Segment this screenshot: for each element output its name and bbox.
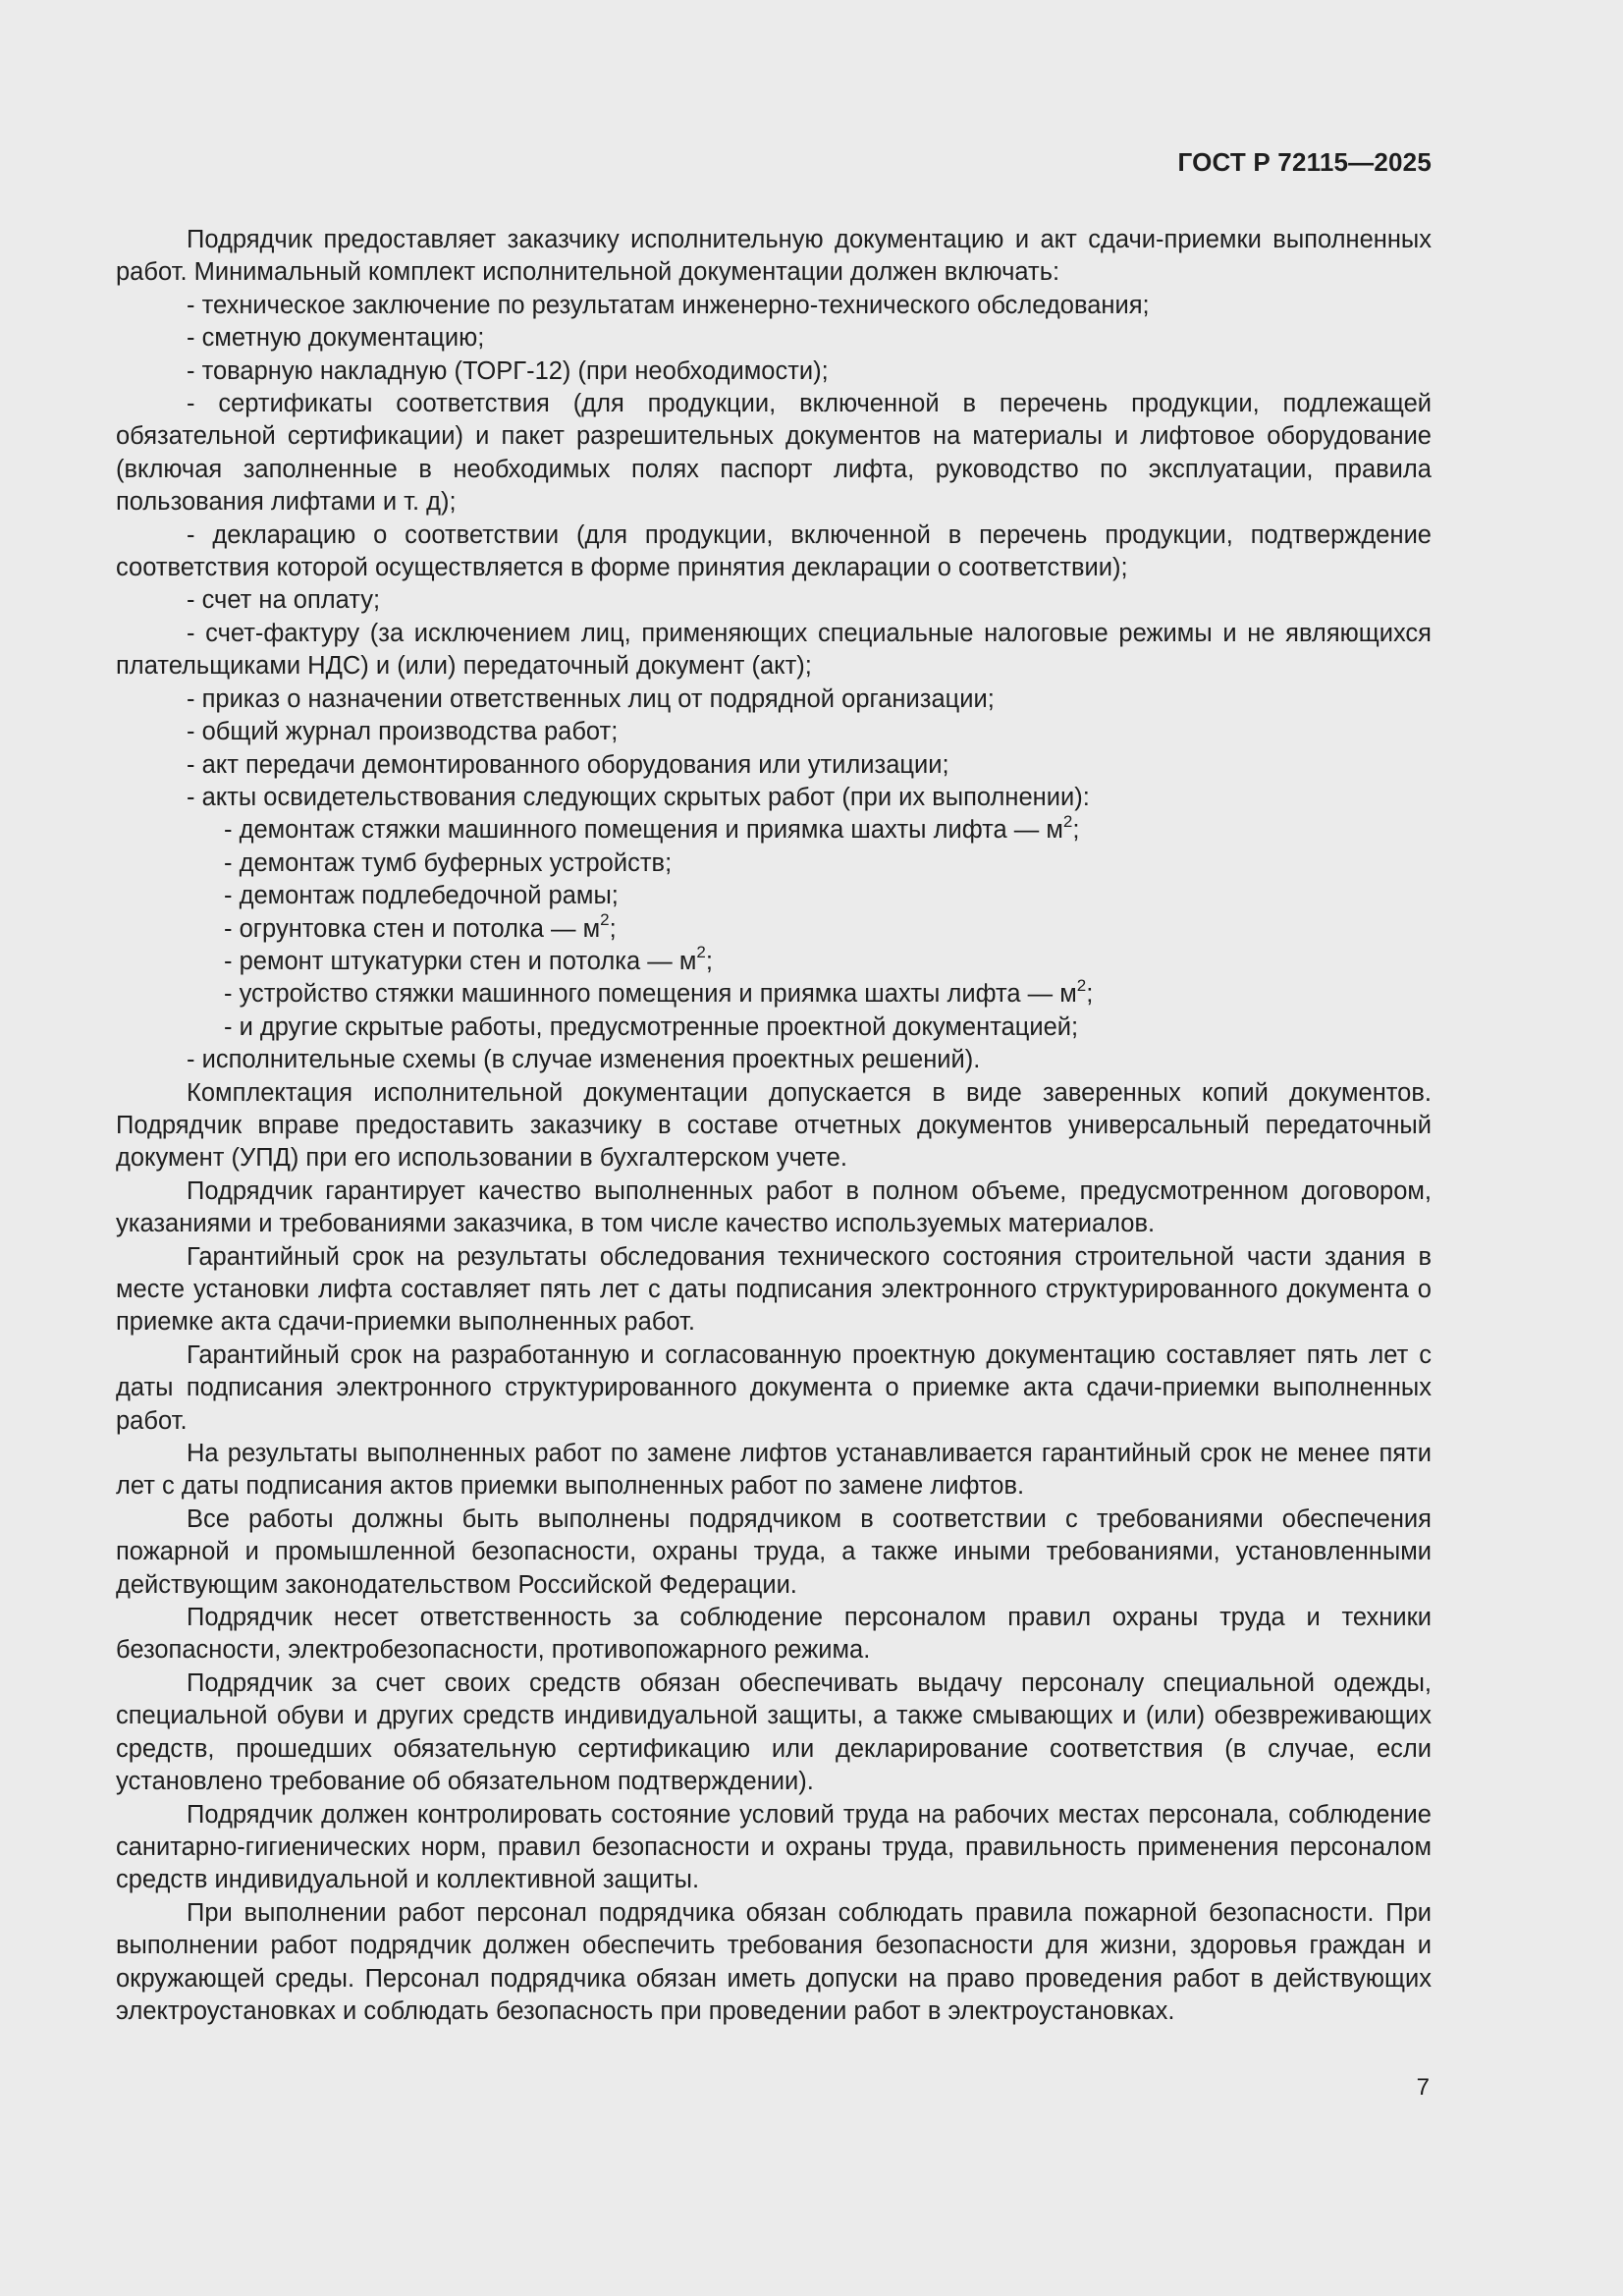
list-item: - приказ о назначении ответственных лиц от подрядной организации; [187, 684, 995, 713]
intro-paragraph: Подрядчик предоставляет заказчику исполнительную документацию и акт сдачи-приемки выполненных работ. Минимальный комплект исполнительной документации должен включать: [116, 226, 1432, 287]
list-item: - сметную документацию; [187, 324, 485, 353]
list-item: - сертификаты соответствия (для продукции, включенной в перечень продукции, подлежащей обязательной сертификации) и пакет разрешительных документов на материалы и лифтовое оборудование (включая заполненные в необходимых полях паспорт лифта, руководство по эксплуатации, правила пользования лифтами и т. д); [116, 390, 1432, 517]
body-paragraph: Подрядчик гарантирует качество выполненных работ в полном объеме, предусмотренном договором, указаниями и требованиями заказчика, в том числе качество используемых материалов. [116, 1176, 1432, 1238]
body-paragraph: Комплектация исполнительной документации допускается в виде заверенных копий документов. Подрядчик вправе предоставить заказчику в составе отчетных документов универсальный передаточный документ (УПД) при его использовании в бухгалтерском учете. [116, 1078, 1432, 1173]
list-item: - счет на оплату; [187, 586, 381, 615]
sublist-item-text: - огрунтовка стен и потолка — м [224, 914, 601, 943]
list-item: - техническое заключение по результатам инженерно-технического обследования; [187, 291, 1150, 319]
sublist-item-text: - демонтаж стяжки машинного помещения и приямка шахты лифта — м [224, 816, 1063, 845]
body-paragraph: Подрядчик должен контролировать состояние условий труда на рабочих местах персонала, соблюдение санитарно-гигиенических норм, правил безопасности и охраны труда, правильность применения персоналом средств индивидуальной и коллективной защиты. [116, 1800, 1432, 1894]
sublist-item [116, 910, 1432, 946]
sublist-item-text: - ремонт штукатурки стен и потолка — м [224, 947, 697, 975]
list-item: - акты освидетельствования следующих скрытых работ (при их выполнении): [187, 783, 1090, 811]
sublist-item-tail: ; [1086, 980, 1094, 1009]
list-item: - исполнительные схемы (в случае изменения проектных решений). [187, 1046, 981, 1074]
list-item: - счет-фактуру (за исключением лиц, применяющих специальные налоговые режимы и не являющихся плательщиками НДС) и (или) передаточный документ (акт); [116, 619, 1432, 681]
list-item: - декларацию о соответствии (для продукции, включенной в перечень продукции, подтверждение соответствия которой осуществляется в форме принятия декларации о соответствии); [116, 520, 1432, 582]
sublist-item [116, 1011, 1432, 1044]
list-item: - товарную накладную (ТОРГ-12) (при необходимости); [187, 356, 829, 385]
superscript-2: 2 [696, 943, 706, 962]
sublist-item [116, 880, 1432, 912]
body-paragraph: Подрядчик за счет своих средств обязан обеспечивать выдачу персоналу специальной одежды, специальной обуви и других средств индивидуальной защиты, а также смывающих и (или) обезвреживающих средств, прошедших обязательную сертификацию или декларирование соответствия (в случае, если установлено требование об обязательном подтверждении). [116, 1668, 1432, 1796]
body-paragraph: Подрядчик несет ответственность за соблюдение персоналом правил охраны труда и техники безопасности, электробезопасности, противопожарного режима. [116, 1604, 1432, 1665]
superscript-2: 2 [1062, 811, 1073, 831]
body-paragraph: Все работы должны быть выполнены подрядчиком в соответствии с требованиями обеспечения пожарной и промышленной безопасности, охраны труда, а также иными требованиями, установленными действующим законодательством Российской Федерации. [116, 1504, 1432, 1599]
body-paragraph: Гарантийный срок на разработанную и согласованную проектную документацию составляет пять лет с даты подписания электронного структурированного документа о приемке акта сдачи-приемки выполненных работ. [116, 1340, 1432, 1435]
sublist-item [116, 847, 1432, 880]
sublist-item-text: - и другие скрытые работы, предусмотренные проектной документацией; [224, 1012, 1079, 1041]
sublist-item [116, 811, 1432, 847]
sublist-item-text: - устройство стяжки машинного помещения и приямка шахты лифта — м [224, 980, 1077, 1009]
list-item: - общий журнал производства работ; [187, 718, 619, 746]
body-paragraph: На результаты выполненных работ по замене лифтов устанавливается гарантийный срок не менее пяти лет с даты подписания актов приемки выполненных работ по замене лифтов. [116, 1440, 1432, 1501]
body-paragraph: При выполнении работ персонал подрядчика обязан соблюдать правила пожарной безопасности. При выполнении работ подрядчик должен обеспечить требования безопасности для жизни, здоровья граждан и окружающей среды. Персонал подрядчика обязан иметь допуски на право проведения работ в действующих электроустановках и соблюдать безопасность при проведении работ в электроустановках. [116, 1898, 1432, 2025]
sublist-item-text: - демонтаж подлебедочной рамы; [224, 882, 619, 910]
superscript-2: 2 [1076, 975, 1087, 995]
sublist-item-tail: ; [705, 947, 713, 975]
list-item: - акт передачи демонтированного оборудования или утилизации; [187, 750, 949, 779]
page-number: 7 [1416, 2074, 1430, 2101]
body-paragraph: Гарантийный срок на результаты обследования технического состояния строительной части здания в месте установки лифта составляет пять лет с даты подписания электронного структурированного документа о приемке акта сдачи-приемки выполненных работ. [116, 1242, 1432, 1337]
sublist-item-tail: ; [609, 914, 617, 943]
sublist-item-tail: ; [1072, 816, 1080, 845]
sublist-item [116, 975, 1432, 1011]
document-body [116, 224, 1432, 2028]
superscript-2: 2 [600, 910, 610, 930]
sublist-item [116, 943, 1432, 978]
sublist-item-text: - демонтаж тумб буферных устройств; [224, 848, 673, 877]
document-code-header: ГОСТ Р 72115—2025 [1177, 147, 1432, 177]
